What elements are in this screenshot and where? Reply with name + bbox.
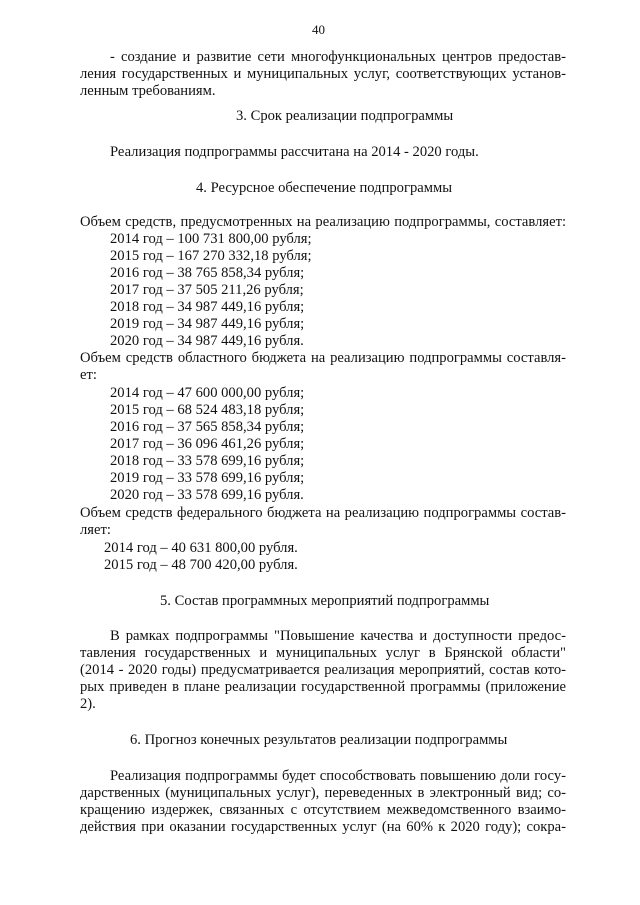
total-year-2018: 2018 год – 34 987 449,16 рубля; [110, 299, 305, 315]
regional-year-2019: 2019 год – 33 578 699,16 рубля; [110, 470, 305, 486]
total-year-2016: 2016 год – 38 765 858,34 рубля; [110, 265, 305, 281]
section5-line-2: тавления государственных и муниципальных услуг в Брянской области" [80, 645, 566, 661]
federal-intro-line-1: Объем средств федерального бюджета на реализацию подпрограммы состав- [80, 505, 566, 521]
section6-line-1: Реализация подпрограммы будет способствовать повышению доли госу- [110, 768, 566, 784]
regional-year-2017: 2017 год – 36 096 461,26 рубля; [110, 436, 305, 452]
federal-intro-line-2: ляет: [80, 522, 111, 538]
total-year-2014: 2014 год – 100 731 800,00 рубля; [110, 231, 312, 247]
regional-year-2020: 2020 год – 33 578 699,16 рубля. [110, 487, 304, 503]
section5-line-1: В рамках подпрограммы "Повышение качества и доступности предос- [110, 628, 566, 644]
regional-year-2016: 2016 год – 37 565 858,34 рубля; [110, 419, 305, 435]
intro-line-2: ления государственных и муниципальных услуг, соответствующих установ- [80, 66, 566, 82]
intro-line-3: ленным требованиям. [80, 83, 216, 99]
regional-intro-line-2: ет: [80, 367, 97, 383]
regional-year-2014: 2014 год – 47 600 000,00 рубля; [110, 385, 305, 401]
regional-intro-line-1: Объем средств областного бюджета на реализацию подпрограммы составля- [80, 350, 566, 366]
section5-line-4: рых приведен в плане реализации государственной программы (приложение [80, 679, 566, 695]
section6-heading: 6. Прогноз конечных результатов реализации подпрограммы [130, 732, 508, 748]
intro-line-1: - создание и развитие сети многофункциональных центров предостав- [110, 49, 566, 65]
total-year-2015: 2015 год – 167 270 332,18 рубля; [110, 248, 312, 264]
section5-line-3: (2014 - 2020 годы) предусматривается реализация мероприятий, состав кото- [80, 662, 566, 678]
total-year-2017: 2017 год – 37 505 211,26 рубля; [110, 282, 304, 298]
total-year-2020: 2020 год – 34 987 449,16 рубля. [110, 333, 304, 349]
section6-line-2: дарственных (муниципальных услуг), переведенных в электронный вид; со- [80, 785, 566, 801]
section3-heading: 3. Срок реализации подпрограммы [236, 108, 454, 124]
section5-line-5: 2). [80, 696, 96, 712]
federal-year-2014: 2014 год – 40 631 800,00 рубля. [104, 540, 298, 556]
regional-year-2015: 2015 год – 68 524 483,18 рубля; [110, 402, 305, 418]
section5-heading: 5. Состав программных мероприятий подпрограммы [160, 593, 490, 609]
page-number: 40 [312, 22, 325, 37]
total-year-2019: 2019 год – 34 987 449,16 рубля; [110, 316, 305, 332]
section6-line-4: действия при оказании государственных услуг (на 60% к 2020 году); сокра- [80, 819, 566, 835]
total-intro: Объем средств, предусмотренных на реализацию подпрограммы, составляет: [80, 214, 566, 230]
section4-heading: 4. Ресурсное обеспечение подпрограммы [196, 180, 453, 196]
regional-year-2018: 2018 год – 33 578 699,16 рубля; [110, 453, 305, 469]
section3-text: Реализация подпрограммы рассчитана на 2014 - 2020 годы. [110, 144, 479, 160]
section6-line-3: кращению издержек, связанных с отсутствием межведомственного взаимо- [80, 802, 566, 818]
federal-year-2015: 2015 год – 48 700 420,00 рубля. [104, 557, 298, 573]
